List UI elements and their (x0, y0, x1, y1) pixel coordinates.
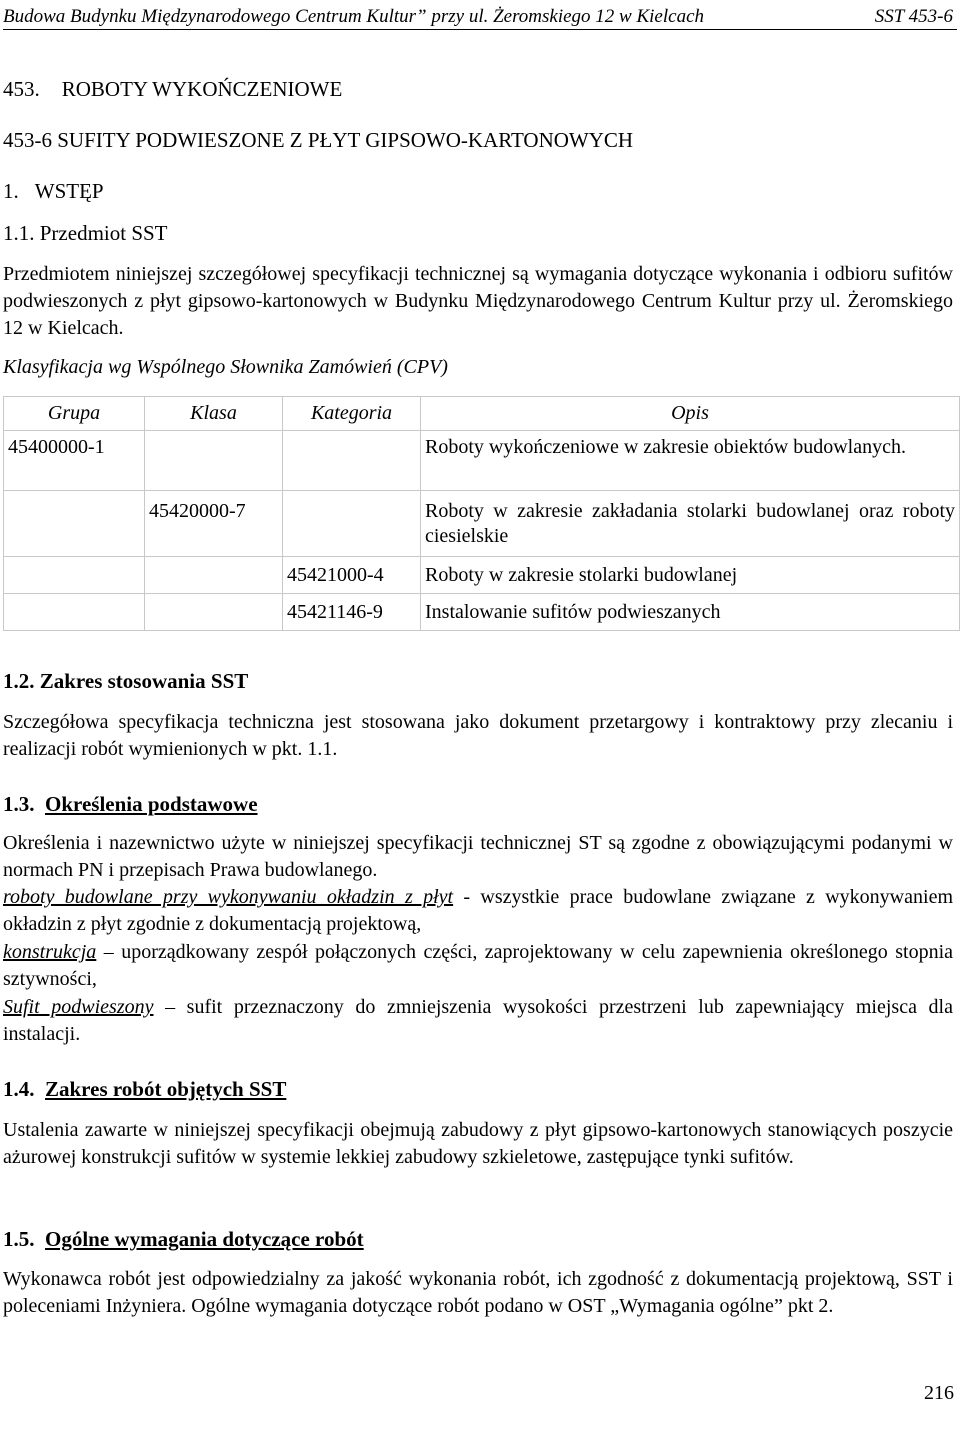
subsection-1-3-body: Określenia i nazewnictwo użyte w niniejszej specyfikacji technicznej ST są zgodne z obowiązującymi podanymi w normach PN i przepisach Prawa budowlanego. (3, 832, 953, 881)
cell-kategoria: 45421146-9 (283, 594, 421, 631)
cell-opis: Instalowanie sufitów podwieszanych (421, 594, 960, 631)
table-row (4, 557, 960, 594)
definition-text: – sufit przeznaczony do zmniejszenia wysokości przestrzeni lub zapewniający miejsca dla instalacji. (3, 996, 953, 1045)
running-header (3, 3, 957, 30)
definition-term: roboty budowlane przy wykonywaniu okładzin z płyt (3, 886, 454, 908)
table-row (4, 491, 960, 557)
cell-klasa (145, 594, 283, 631)
cell-klasa (145, 557, 283, 594)
header-title: Budowa Budynku Międzynarodowego Centrum Kultur” przy ul. Żeromskiego 12 w Kielcach (3, 6, 705, 27)
subsection-number: 1.3. (3, 792, 35, 816)
subsection-heading-1-1: 1.1. Przedmiot SST (3, 221, 168, 245)
section-number: 1. (3, 179, 19, 203)
header-spec-code: SST 453-6 (874, 6, 953, 27)
cpv-caption: Klasyfikacja wg Wspólnego Słownika Zamówień (CPV) (3, 356, 448, 378)
subsection-heading-1-5 (3, 1226, 364, 1253)
definition-term: Sufit podwieszony (3, 996, 154, 1018)
cell-opis: Roboty w zakresie stolarki budowlanej (421, 557, 960, 594)
cell-klasa: 45420000-7 (145, 491, 283, 557)
cell-grupa (4, 594, 145, 631)
subsection-title: Ogólne wymagania dotyczące robót (45, 1227, 364, 1251)
column-header-grupa: Grupa (4, 397, 145, 431)
subsection-1-2-body: Szczegółowa specyfikacja techniczna jest stosowana jako dokument przetargowy i kontraktowy przy zlecaniu i realizacji robót wymienionych w pkt. 1.1. (3, 711, 953, 760)
subsection-heading-1-3 (3, 791, 258, 818)
table-row (4, 594, 960, 631)
table-header-row (4, 397, 960, 431)
chapter-number: 453. (3, 77, 40, 101)
chapter-heading (3, 76, 342, 103)
cpv-table (3, 396, 960, 631)
definition-text: – uporządkowany zespół połączonych części, zaprojektowany w celu zapewnienia określonego stopnia sztywności, (3, 941, 953, 990)
section-title: WSTĘP (34, 179, 104, 203)
column-header-klasa: Klasa (145, 397, 283, 431)
cell-klasa (145, 431, 283, 491)
definition-term: konstrukcja (3, 941, 97, 963)
cell-opis: Roboty wykończeniowe w zakresie obiektów budowlanych. (421, 431, 960, 491)
definition-text: - wszystkie prace budowlane związane z wykonywaniem okładzin z płyt zgodnie z dokumentacją projektową, (3, 886, 953, 935)
cell-grupa (4, 491, 145, 557)
table-row (4, 431, 960, 491)
column-header-opis: Opis (421, 397, 960, 431)
cell-opis: Roboty w zakresie zakładania stolarki budowlanej oraz roboty ciesielskie (421, 491, 960, 557)
subsection-number: 1.5. (3, 1227, 35, 1251)
subsection-1-5-body: Wykonawca robót jest odpowiedzialny za jakość wykonania robót, ich zgodność z dokumentacją projektową, SST i poleceniami Inżyniera. Ogólne wymagania dotyczące robót podano w OST „Wymagania ogólne” pkt 2. (3, 1268, 953, 1317)
column-header-kategoria: Kategoria (283, 397, 421, 431)
cell-kategoria: 45421000-4 (283, 557, 421, 594)
subsection-title: Określenia podstawowe (45, 792, 258, 816)
chapter-title: ROBOTY WYKOŃCZENIOWE (61, 77, 343, 101)
page-number: 216 (924, 1382, 954, 1404)
spec-heading: 453-6 SUFITY PODWIESZONE Z PŁYT GIPSOWO-KARTONOWYCH (3, 128, 634, 152)
subsection-title: Zakres robót objętych SST (45, 1077, 287, 1101)
subsection-heading-1-2: 1.2. Zakres stosowania SST (3, 669, 249, 693)
cell-grupa: 45400000-1 (4, 431, 145, 491)
cell-kategoria (283, 431, 421, 491)
cell-grupa (4, 557, 145, 594)
cell-kategoria (283, 491, 421, 557)
subsection-1-1-body: Przedmiotem niniejszej szczegółowej specyfikacji technicznej są wymagania dotyczące wykonania i odbioru sufitów podwieszonych z płyt gipsowo-kartonowych w Budynku Międzynarodowego Centrum Kultur przy ul. Żeromskiego 12 w Kielcach. (3, 263, 953, 339)
definition-item (3, 939, 953, 993)
subsection-heading-1-4 (3, 1076, 286, 1103)
subsection-1-4-body: Ustalenia zawarte w niniejszej specyfikacji obejmują zabudowy z płyt gipsowo-kartonowych stanowiących poszycie ażurowej konstrukcji sufitów w systemie lekkiej zabudowy szkieletowe, zastępujące tynki sufitów. (3, 1119, 953, 1168)
definition-item (3, 994, 953, 1048)
definition-item (3, 884, 953, 938)
section-heading-intro (3, 178, 104, 205)
subsection-number: 1.4. (3, 1077, 35, 1101)
